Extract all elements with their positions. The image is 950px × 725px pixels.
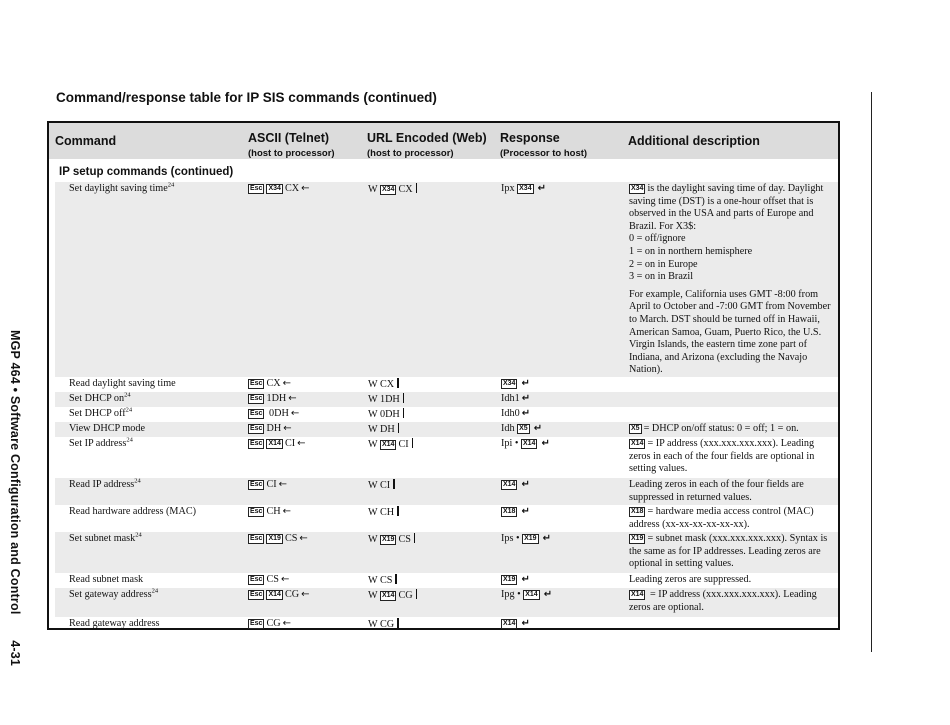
desc-text: = IP address (xxx.xxx.xxx.xxx). Leading zeros are optional. (629, 589, 817, 613)
response-cell (501, 533, 551, 546)
ascii-cell (248, 589, 309, 602)
ascii-text: CG (266, 618, 281, 629)
url-cell (368, 393, 404, 407)
url-prefix: W (368, 619, 378, 630)
left-arrow-icon: ← (282, 506, 292, 517)
url-text: CX (379, 379, 395, 390)
url-text: CI (379, 480, 391, 491)
response-text: Idh (501, 423, 515, 434)
pipe-icon (393, 479, 395, 489)
url-cell (368, 589, 417, 603)
col-response-sub: (Processor to host) (500, 148, 588, 159)
left-arrow-icon: ← (299, 533, 308, 544)
variable-box: X18 (631, 508, 644, 515)
url-cell (368, 574, 397, 588)
esc-key-icon: Esc (250, 185, 263, 192)
esc-key-icon: Esc (250, 410, 263, 417)
description-cell (629, 533, 837, 571)
description-cell: Leading zeros are suppressed. (629, 574, 752, 585)
command-text: Set gateway address (69, 589, 152, 600)
url-prefix: W (368, 507, 378, 518)
ascii-cell (248, 533, 308, 546)
description-cell (629, 423, 837, 436)
url-text: 0DH (379, 409, 400, 420)
esc-key-icon: Esc (250, 591, 263, 598)
ascii-cell (248, 506, 291, 519)
variable-box: X5 (519, 425, 528, 432)
response-cell (501, 183, 546, 196)
description-para: For example, California uses GMT -8:00 from April to October and -7:00 GMT from November to March. DST should be turned off in Hawaii, American Samoa, Guam, Puerto Rico, the U.S. Virgin Islands, the eastern time zone part of Indiana, and Arizona (excluding the Navajo Nation). (629, 288, 831, 376)
left-arrow-icon: ← (297, 438, 306, 449)
command-text: Set subnet mask (69, 533, 136, 544)
variable-box: X19 (631, 535, 644, 542)
description-cell: Leading zeros in each of the four fields are suppressed in returned values. (629, 479, 804, 503)
ascii-cell (248, 183, 309, 196)
left-arrow-icon: ← (278, 479, 288, 490)
command-text: Set DHCP on (69, 393, 125, 404)
command-text: Set IP address (69, 438, 127, 449)
esc-key-icon: Esc (250, 535, 263, 542)
pipe-icon (414, 533, 416, 543)
desc-text: 3 = on in Brazil (629, 271, 694, 283)
description-cell (629, 438, 837, 476)
command-cell (69, 408, 132, 421)
url-prefix: W (368, 439, 378, 450)
pipe-icon (412, 438, 414, 448)
ascii-text: CS (266, 574, 279, 585)
section-title: IP setup commands (continued) (59, 166, 234, 178)
desc-text: 0 = off/ignore (629, 233, 686, 245)
command-cell (69, 589, 158, 602)
ascii-text: CI (284, 438, 296, 449)
variable-box: X34 (631, 185, 644, 192)
variable-box: X14 (522, 440, 536, 447)
esc-key-icon: Esc (250, 395, 263, 402)
pipe-icon (403, 408, 405, 418)
ascii-cell (248, 574, 289, 587)
command-text: Read IP address (69, 479, 135, 490)
col-ascii-label: ASCII (Telnet) (248, 131, 330, 145)
table-row (55, 182, 838, 377)
response-cell (501, 574, 530, 587)
url-prefix: W (368, 184, 378, 195)
response-cell (501, 618, 530, 631)
url-text: CS (398, 534, 411, 545)
table-row (55, 617, 838, 630)
response-cell (501, 423, 542, 436)
url-cell (368, 423, 399, 437)
url-text: CG (398, 590, 413, 601)
ascii-cell (248, 408, 299, 421)
command-cell (69, 183, 174, 196)
variable-box: X34 (519, 185, 532, 192)
variable-box: X14 (503, 620, 516, 627)
response-cell (501, 408, 530, 421)
col-ascii-sub: (host to processor) (248, 148, 335, 159)
ascii-text: CX (284, 183, 300, 194)
left-arrow-icon: ← (280, 574, 290, 585)
running-title: MGP 464 • Software Configuration and Control (8, 330, 22, 615)
return-icon: ↵ (521, 618, 530, 629)
esc-key-icon: Esc (250, 380, 263, 387)
description-cell (629, 506, 837, 531)
variable-box: X19 (524, 535, 537, 542)
return-icon: ↵ (521, 506, 530, 517)
desc-text: = DHCP on/off status: 0 = off; 1 = on. (643, 423, 799, 434)
footnote-ref: 24 (124, 391, 131, 399)
pipe-icon (416, 589, 418, 599)
url-text: CG (379, 619, 395, 630)
command-table (47, 121, 840, 630)
desc-text: 2 = on in Europe (629, 258, 698, 270)
col-ascii (248, 129, 335, 159)
response-cell (501, 393, 530, 406)
col-response-label: Response (500, 131, 560, 145)
url-text: CX (398, 184, 413, 195)
url-text: CI (398, 439, 409, 450)
command-cell (69, 479, 141, 492)
table-row (55, 377, 838, 392)
variable-box: X14 (631, 591, 644, 598)
left-arrow-icon: ← (290, 408, 300, 419)
table-row (55, 532, 838, 573)
ascii-text: CH (266, 506, 281, 517)
response-cell (501, 378, 530, 391)
url-text: CS (379, 575, 393, 586)
table-row (55, 505, 838, 532)
page-edge-rule (871, 92, 872, 652)
variable-box: X34 (381, 186, 395, 193)
esc-key-icon: Esc (250, 620, 263, 627)
ascii-text: CI (266, 479, 277, 490)
return-icon: ↵ (521, 574, 530, 585)
command-text: Set DHCP off (69, 408, 126, 419)
col-url-sub: (host to processor) (367, 148, 454, 159)
esc-key-icon: Esc (250, 576, 263, 583)
pipe-icon (397, 506, 399, 516)
url-cell (368, 438, 413, 452)
return-icon: ↵ (521, 479, 530, 490)
ascii-cell (248, 393, 297, 406)
response-text: Ipx (501, 183, 515, 194)
url-cell (368, 533, 415, 547)
return-icon: ↵ (537, 183, 546, 194)
desc-text: = subnet mask (xxx.xxx.xxx.xxx). Syntax is the same as for IP addresses. Leading zeros are optional in setting values. (629, 533, 828, 570)
col-description: Additional description (628, 134, 760, 148)
desc-text: is the daylight saving time of day. Daylight saving time (DST) is a one-hour offset that is observed in the USA and parts of Europe and Brazil. For X3$: (629, 183, 824, 232)
footnote-ref: 24 (134, 477, 141, 485)
desc-text: = IP address (xxx.xxx.xxx.xxx). Leading zeros in each of the four fields are optional in setting values. (629, 438, 815, 475)
ascii-cell (248, 438, 306, 451)
col-command: Command (55, 134, 117, 148)
variable-box: X19 (381, 536, 395, 543)
left-arrow-icon: ← (288, 393, 297, 404)
table-row (55, 573, 838, 588)
response-cell (501, 479, 530, 492)
table-row (55, 407, 838, 422)
command-text: Set daylight saving time (69, 183, 168, 194)
pipe-icon (403, 393, 405, 403)
variable-box: X19 (503, 576, 516, 583)
left-arrow-icon: ← (301, 589, 310, 600)
table-row (55, 478, 838, 505)
return-icon: ↵ (541, 438, 550, 449)
table-row (55, 422, 838, 437)
ascii-cell (248, 423, 292, 436)
variable-box: X14 (525, 591, 538, 598)
ascii-text: 0DH (269, 408, 289, 419)
url-prefix: W (368, 534, 378, 545)
esc-key-icon: Esc (250, 481, 263, 488)
pipe-icon (397, 378, 399, 388)
ascii-cell (248, 479, 287, 492)
response-text: Idh0 (501, 408, 520, 419)
table-row (55, 588, 838, 617)
command-cell (69, 393, 131, 406)
variable-box: X14 (381, 441, 395, 448)
variable-box: X14 (268, 440, 281, 447)
url-prefix: W (368, 409, 378, 420)
footnote-ref: 24 (125, 406, 133, 414)
return-icon: ↵ (521, 408, 531, 419)
variable-box: X34 (268, 185, 281, 192)
left-arrow-icon: ← (283, 423, 292, 434)
ascii-text: CX (266, 378, 281, 389)
description-cell (629, 183, 837, 382)
response-text: Ipi • (501, 438, 519, 449)
command-cell: Read subnet mask (69, 574, 144, 585)
url-text: CH (379, 507, 395, 518)
url-prefix: W (368, 575, 378, 586)
ascii-text: DH (266, 423, 282, 434)
command-cell (69, 533, 142, 546)
description-para (629, 183, 837, 284)
ascii-cell (248, 378, 291, 391)
pipe-icon (416, 183, 418, 193)
command-cell: Read gateway address (69, 618, 160, 629)
response-text: Ips • (501, 533, 520, 544)
esc-key-icon: Esc (250, 425, 263, 432)
url-prefix: W (368, 590, 378, 601)
url-prefix: W (368, 424, 378, 435)
url-prefix: W (368, 480, 378, 491)
variable-box: X14 (503, 481, 516, 488)
response-cell (501, 506, 530, 519)
url-text: 1DH (379, 394, 400, 405)
response-text: Ipg • (501, 589, 521, 600)
description-cell (629, 589, 837, 614)
table-row (55, 392, 838, 407)
return-icon: ↵ (521, 393, 531, 404)
left-arrow-icon: ← (282, 378, 292, 389)
esc-key-icon: Esc (250, 508, 263, 515)
response-cell (501, 438, 550, 451)
url-cell (368, 408, 404, 422)
left-arrow-icon: ← (282, 618, 292, 629)
response-cell (501, 589, 552, 602)
desc-text: = hardware media access control (MAC) address (xx-xx-xx-xx-xx-xx). (629, 506, 814, 530)
variable-box: X19 (268, 535, 281, 542)
col-url-label: URL Encoded (Web) (367, 131, 487, 145)
footnote-ref: 24 (167, 181, 175, 189)
col-response (500, 129, 587, 159)
ascii-text: CG (284, 589, 300, 600)
return-icon: ↵ (543, 589, 553, 600)
col-url (367, 129, 487, 159)
variable-box: X34 (503, 380, 516, 387)
footnote-ref: 24 (135, 531, 142, 539)
variable-box: X14 (381, 592, 395, 599)
url-cell (368, 378, 399, 392)
table-header (49, 123, 838, 159)
url-cell (368, 183, 417, 197)
table-row (55, 437, 838, 478)
ascii-cell (248, 618, 291, 631)
ascii-text: CS (284, 533, 298, 544)
return-icon: ↵ (533, 423, 543, 434)
footnote-ref: 24 (126, 436, 133, 444)
variable-box: X14 (268, 591, 281, 598)
command-cell: View DHCP mode (69, 423, 145, 434)
footnote-ref: 24 (151, 587, 159, 595)
return-icon: ↵ (542, 533, 551, 544)
pipe-icon (395, 574, 397, 584)
url-cell (368, 618, 399, 632)
left-arrow-icon: ← (301, 183, 310, 194)
table-heading: Command/response table for IP SIS commands (continued) (56, 90, 437, 105)
variable-box: X14 (631, 440, 644, 447)
variable-box: X5 (631, 425, 640, 432)
url-prefix: W (368, 379, 378, 390)
page-number: 4-31 (8, 640, 22, 667)
ascii-text: 1DH (266, 393, 287, 404)
url-cell (368, 506, 399, 520)
pipe-icon (397, 618, 399, 628)
url-cell (368, 479, 395, 493)
desc-text: 1 = on in northern hemisphere (629, 245, 753, 257)
return-icon: ↵ (521, 378, 530, 389)
command-cell: Read daylight saving time (69, 378, 176, 389)
response-text: Idh1 (501, 393, 520, 404)
command-cell: Read hardware address (MAC) (69, 506, 197, 517)
esc-key-icon: Esc (250, 440, 263, 447)
running-title-sidebar (4, 330, 26, 667)
variable-box: X18 (503, 508, 516, 515)
url-prefix: W (368, 394, 378, 405)
pipe-icon (398, 423, 400, 433)
url-text: DH (379, 424, 395, 435)
command-cell (69, 438, 133, 451)
